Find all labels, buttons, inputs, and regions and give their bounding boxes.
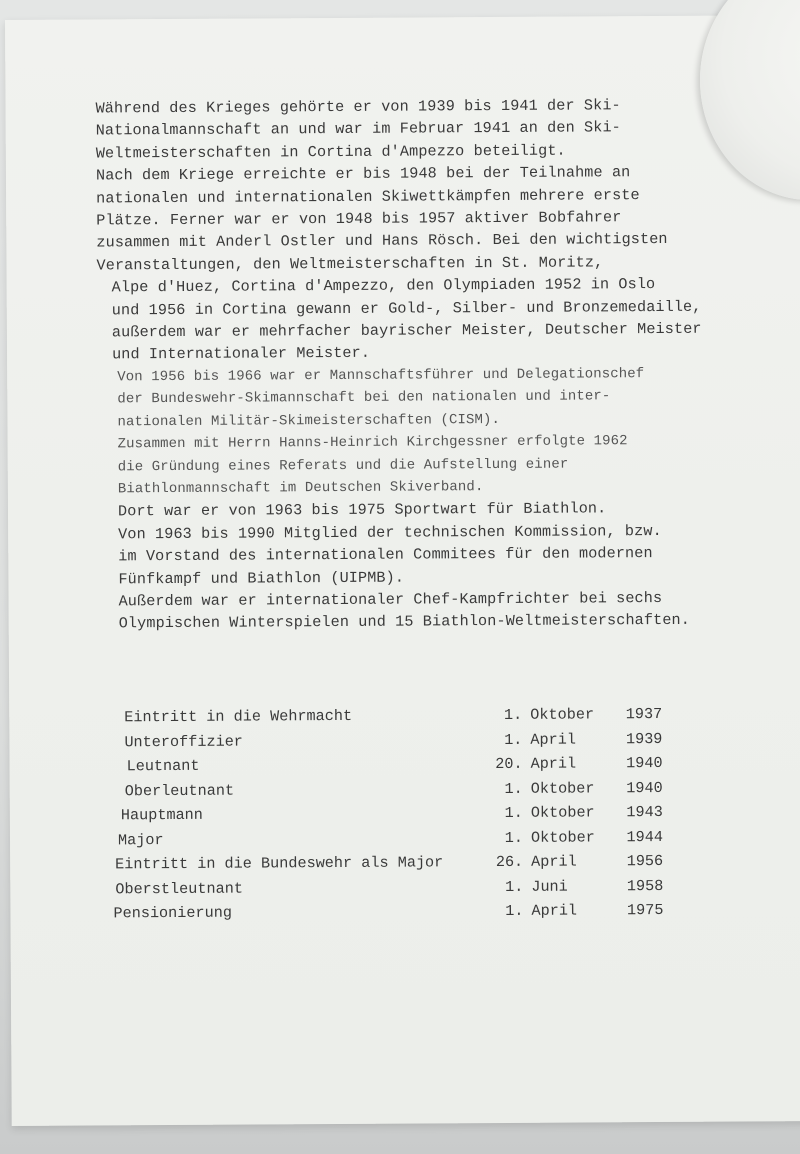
text-line: Biathlonmannschaft im Deutschen Skiverband. xyxy=(117,478,484,498)
date-month: April xyxy=(531,852,577,872)
date-day: 1. xyxy=(504,828,524,847)
text-line: Alpe d'Huez, Cortina d'Ampezzo, den Olympiaden 1952 in Oslo xyxy=(111,275,656,297)
date-month: April xyxy=(530,730,577,749)
text-line: Von 1956 bis 1966 war er Mannschaftsführer und Delegationschef xyxy=(117,365,645,386)
rank-event: Leutnant xyxy=(126,757,200,776)
date-day: 1. xyxy=(503,706,523,725)
typewritten-page xyxy=(5,15,800,1126)
date-month: Oktober xyxy=(530,705,595,725)
text-line: nationalen Militär-Skimeisterschaften (CISM). xyxy=(117,411,501,431)
date-month: Oktober xyxy=(530,803,595,823)
date-month: Oktober xyxy=(530,779,595,798)
text-line: die Gründung eines Referats und die Aufstellung einer xyxy=(117,456,569,475)
table-row xyxy=(113,873,673,901)
rank-event: Eintritt in die Wehrmacht xyxy=(124,707,353,727)
date-day: 1. xyxy=(504,804,523,823)
text-line: Während des Krieges gehörte er von 1939 bis 1941 der Ski- xyxy=(95,96,621,118)
text-line: Olympischen Winterspielen und 15 Biathlon-Weltmeisterschaften. xyxy=(118,611,691,633)
date-month: April xyxy=(531,901,578,921)
date-year: 1939 xyxy=(625,729,663,748)
text-line: Nach dem Kriege erreichte er bis 1948 bei der Teilnahme an xyxy=(95,163,631,185)
table-row xyxy=(113,775,673,803)
table-row xyxy=(112,702,672,730)
date-year: 1943 xyxy=(626,803,663,822)
text-line: Weltmeisterschaften in Cortina d'Ampezzo beteiligt. xyxy=(95,141,566,163)
text-line: und Internationaler Meister. xyxy=(111,344,371,364)
table-row xyxy=(112,726,672,754)
rank-event: Pensionierung xyxy=(113,903,232,923)
date-day: 1. xyxy=(505,902,524,921)
rank-event: Oberleutnant xyxy=(124,781,235,801)
table-row xyxy=(113,824,673,852)
date-day: 26. xyxy=(495,853,524,872)
biography-paragraph xyxy=(95,94,738,636)
rank-event: Major xyxy=(117,830,164,850)
date-year: 1940 xyxy=(626,754,663,773)
text-line: der Bundeswehr-Skimannschaft bei den nationalen und inter- xyxy=(117,388,611,408)
table-row xyxy=(113,849,673,877)
text-line: Zusammen mit Herrn Hanns-Heinrich Kirchgessner erfolgte 1962 xyxy=(117,433,628,453)
text-line: Veranstaltungen, den Weltmeisterschaften in St. Moritz, xyxy=(96,253,604,275)
date-day: 1. xyxy=(504,779,523,798)
text-line: im Vorstand des internationalen Commitees für den modernen xyxy=(118,544,653,566)
rank-event: Eintritt in die Bundeswehr als Major xyxy=(115,853,444,874)
text-line: Dort war er von 1963 bis 1975 Sportwart für Biathlon. xyxy=(117,499,607,521)
date-month: Oktober xyxy=(530,828,595,847)
table-row xyxy=(112,751,672,779)
text-line: Nationalmannschaft an und war im Februar 1941 an den Ski- xyxy=(95,118,621,140)
text-line: außerdem war er mehrfacher bayrischer Meister, Deutscher Meister xyxy=(111,319,702,342)
date-day: 1. xyxy=(505,877,524,896)
text-line: Von 1963 bis 1990 Mitglied der technischen Kommission, bzw. xyxy=(118,521,662,544)
rank-event: Oberstleutnant xyxy=(115,879,243,899)
text-line: und 1956 in Cortina gewann er Gold-, Silber- und Bronzemedaille, xyxy=(111,297,702,320)
date-year: 1937 xyxy=(625,705,663,724)
date-year: 1975 xyxy=(626,901,664,920)
date-year: 1940 xyxy=(626,778,663,797)
text-line: Plätze. Ferner war er von 1948 bis 1957 aktiver Bobfahrer xyxy=(96,208,622,230)
career-table xyxy=(112,702,673,926)
date-month: Juni xyxy=(531,877,568,896)
rank-event: Hauptmann xyxy=(120,806,203,825)
date-year: 1958 xyxy=(626,876,664,895)
text-line: nationalen und internationalen Skiwettkämpfen mehrere erste xyxy=(96,185,640,208)
text-line: Fünfkampf und Biathlon (UIPMB). xyxy=(118,568,405,588)
table-row xyxy=(113,800,673,828)
date-month: April xyxy=(530,754,577,774)
text-line: zusammen mit Anderl Ostler und Hans Rösch. Bei den wichtigsten xyxy=(96,230,668,252)
date-day: 20. xyxy=(495,755,523,774)
date-year: 1944 xyxy=(626,827,664,846)
text-line: Außerdem war er internationaler Chef-Kampfrichter bei sechs xyxy=(118,588,663,611)
rank-event: Unteroffizier xyxy=(124,732,243,752)
date-year: 1956 xyxy=(626,852,664,871)
date-day: 1. xyxy=(504,730,523,749)
table-row xyxy=(113,898,673,926)
